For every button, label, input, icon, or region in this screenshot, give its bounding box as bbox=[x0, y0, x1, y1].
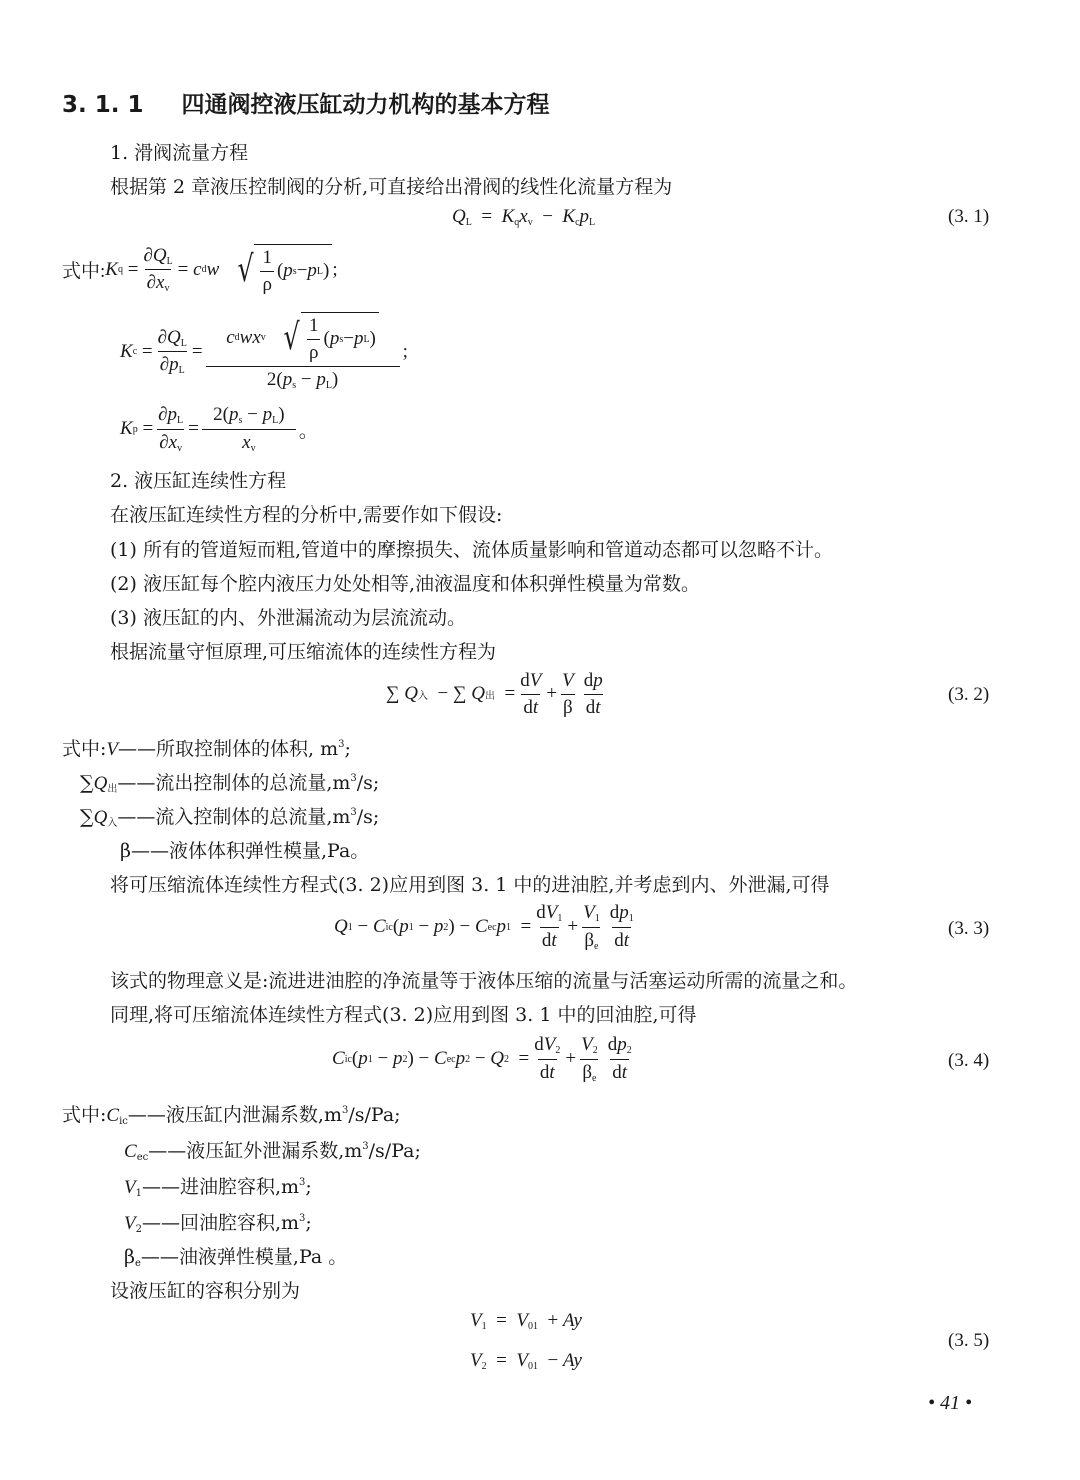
assumption-item: (1) 所有的管道短而粗,管道中的摩擦损失、流体质量影响和管道动态都可以忽略不计。 bbox=[110, 539, 833, 561]
equation-3-3: Q 1 − C ic ( p 1 − p 2 ) − C ec p 1 = $\frac{dV_1}{dt}$ + $\frac{V_1}{\beta_e}$ $\frac{dp_1}{dt}$ bbox=[334, 902, 634, 952]
definition-beta-e: $\beta_e——$油液弹性模量,Pa 。 bbox=[124, 1246, 348, 1269]
equation-3-1: $Q_L = K_qx_v - K_cp_L$ bbox=[452, 206, 596, 228]
subscript-out: 出 bbox=[485, 690, 496, 702]
assumption-item: (2) 液压缸每个腔内液压力处处相等,油液温度和体积弹性模量为常数。 bbox=[110, 573, 700, 595]
paragraph-physical-meaning: 该式的物理意义是:流进进油腔的净流量等于液体压缩的流量与活塞运动所需的流量之和。 bbox=[110, 970, 858, 992]
equation-3-5-line-1: $V_1 = V_{01} + Ay$ bbox=[470, 1310, 582, 1332]
paragraph-eq-3-3-intro: 将可压缩流体连续性方程式(3. 2)应用到图 3. 1 中的进油腔,并考虑到内、外泄漏,可得 bbox=[110, 874, 830, 896]
definition-cec: $C_{ec}——$液压缸外泄漏系数$,m^3/s/Pa$; bbox=[124, 1140, 421, 1163]
subsection-1-title: 1. 滑阀流量方程 bbox=[110, 142, 249, 164]
equation-number: (3. 3) bbox=[948, 918, 990, 939]
definition-v: 式中:V——所取控制体的体积, $m^3$; bbox=[62, 738, 351, 760]
equation-number: (3. 2) bbox=[948, 684, 990, 705]
definition-v1: $V_1——$进油腔容积$,m^3$; bbox=[124, 1176, 312, 1199]
subsection-2-title: 2. 液压缸连续性方程 bbox=[110, 470, 287, 492]
equation-kc: K c = $\frac{\partial Q_L}{\partial p_L}$ = c d wx v √ $\frac{1}{\rho}$ ( p s − p L ) $2(p_s - p_L)$ ; bbox=[120, 312, 408, 391]
subscript-in: 入 bbox=[418, 690, 429, 702]
equation-kq: 式中: K q = $\frac{\partial Q_L}{\partial x_v}$ = c d w √ $\frac{1}{\rho}$ ( p s − p L ) ; bbox=[62, 244, 338, 295]
where-label: 式中: bbox=[62, 1104, 107, 1126]
paragraph-eq-3-4-intro: 同理,将可压缩流体连续性方程式(3. 2)应用到图 3. 1 中的回油腔,可得 bbox=[110, 1004, 697, 1026]
equation-number: (3. 5) bbox=[948, 1330, 990, 1351]
equation-3-2: ∑ Q 入 − ∑ Q 出 = $\frac{dV}{dt}$ + $\frac{V}{\beta}$ $\frac{dp}{dt}$ bbox=[386, 670, 603, 718]
equation-3-5-line-2: $V_2 = V_{01} - Ay$ bbox=[470, 1350, 582, 1372]
where-label: 式中: bbox=[62, 261, 106, 283]
paragraph-eq-3-5-intro: 设液压缸的容积分别为 bbox=[110, 1280, 301, 1302]
subsection-2-intro: 在液压缸连续性方程的分析中,需要作如下假设: bbox=[110, 504, 503, 526]
definition-v2: $V_2——$回油腔容积$,m^3$; bbox=[124, 1212, 312, 1235]
assumption-item: (3) 液压缸的内、外泄漏流动为层流流动。 bbox=[110, 607, 466, 629]
where-label: 式中: bbox=[62, 738, 107, 760]
equation-number: (3. 1) bbox=[948, 206, 990, 227]
equation-kp: K p = $\frac{\partial p_L}{\partial x_v}$ = $\frac{2(p_s - p_L)}{x_v}$ 。 bbox=[120, 404, 318, 454]
definition-q-out: $\sum Q_出——$流出控制体的总流量$,m^3/s$; bbox=[80, 772, 380, 795]
continuity-principle-text: 根据流量守恒原理,可压缩流体的连续性方程为 bbox=[110, 641, 497, 663]
section-number: 3. 1. 1 bbox=[62, 92, 144, 118]
section-heading bbox=[62, 86, 550, 119]
definition-beta: β——液体体积弹性模量,Pa。 bbox=[120, 840, 370, 862]
subsection-1-intro: 根据第 2 章液压控制阀的分析,可直接给出滑阀的线性化流量方程为 bbox=[110, 176, 673, 198]
page-number: • 41 • bbox=[928, 1392, 973, 1414]
section-title: 四通阀控液压缸动力机构的基本方程 bbox=[181, 92, 550, 118]
equation-3-4: C ic ( p 1 − p 2 ) − C ec p 2 − Q 2 = $\frac{dV_2}{dt}$ + $\frac{V_2}{\beta_e}$ $\frac{dp_2}{dt}$ bbox=[332, 1034, 632, 1084]
definition-q-in: $\sum Q_入——$流入控制体的总流量$,m^3/s$; bbox=[80, 806, 380, 829]
equation-number: (3. 4) bbox=[948, 1050, 990, 1071]
definition-cic: 式中$:C_{ic}——$液压缸内泄漏系数$,m^3/s/Pa$; bbox=[62, 1104, 401, 1127]
